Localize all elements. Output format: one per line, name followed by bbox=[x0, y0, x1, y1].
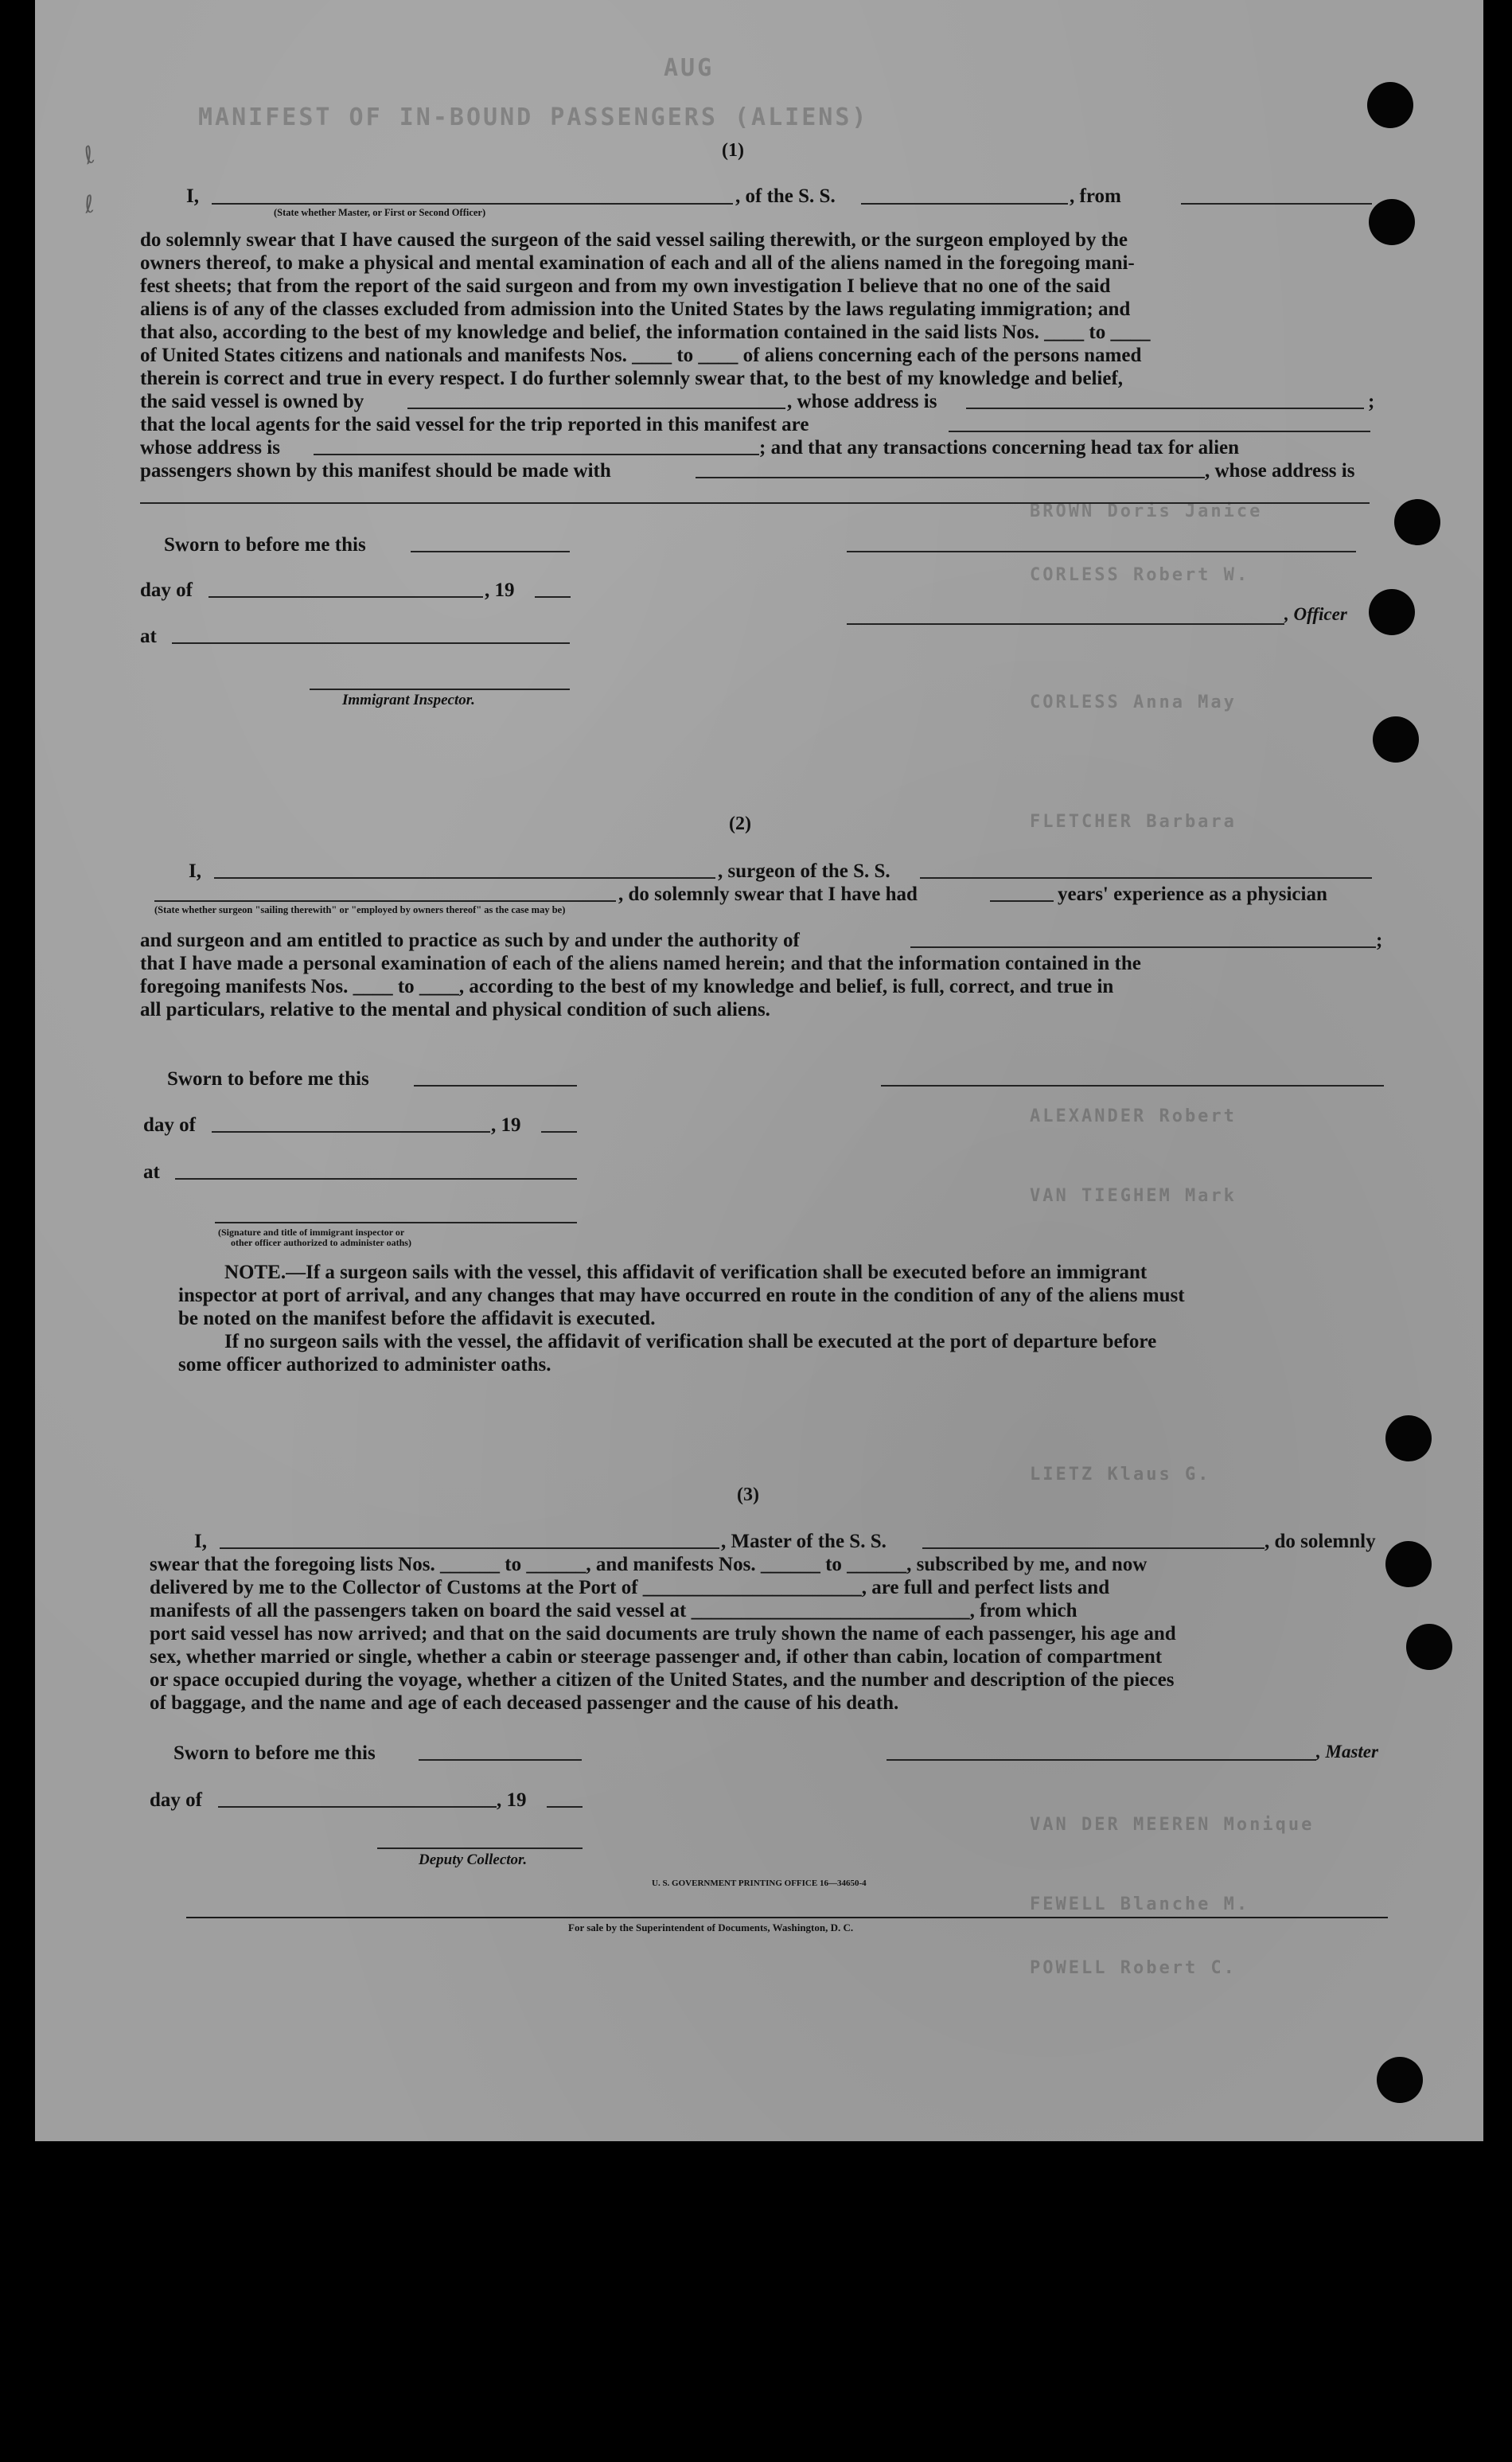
s2-at: at bbox=[143, 1161, 160, 1183]
s3-name-field[interactable] bbox=[220, 1547, 719, 1549]
s1-agent-address-label: whose address is bbox=[140, 437, 280, 458]
s1-i-label: I, bbox=[186, 185, 199, 207]
s2-at-field[interactable] bbox=[175, 1178, 577, 1180]
s3-body-line: or space occupied during the voyage, whether a citizen of the United States, and the number and description of the pieces bbox=[150, 1669, 1175, 1691]
s2-i-label: I, bbox=[189, 860, 201, 882]
s2-day-of: day of bbox=[143, 1114, 196, 1136]
s1-sworn: Sworn to before me this bbox=[164, 534, 366, 556]
s2-surgeon-signature-field[interactable] bbox=[881, 1085, 1384, 1087]
s2-swear: , do solemnly swear that I have had bbox=[618, 884, 918, 905]
ghost-row: LIETZ Klaus G. bbox=[1030, 1465, 1211, 1485]
s1-ship-field[interactable] bbox=[861, 203, 1068, 205]
manifest-page bbox=[35, 0, 1483, 2141]
s1-day-field[interactable] bbox=[208, 596, 483, 598]
stamp-line-2: MANIFEST OF IN-BOUND PASSENGERS (ALIENS) bbox=[198, 103, 869, 131]
s1-owner-field[interactable] bbox=[407, 408, 785, 409]
s3-body-line: swear that the foregoing lists Nos. ______ to ______, and manifests Nos. ______ to ______, subscribed by me, and now bbox=[150, 1554, 1148, 1575]
stamp-line-1: AUG bbox=[664, 54, 715, 82]
ghost-row: CORLESS Robert W. bbox=[1030, 565, 1250, 585]
s1-tax-party-field[interactable] bbox=[696, 477, 1205, 478]
s3-body-line: of baggage, and the name and age of each deceased passenger and the cause of his death. bbox=[150, 1692, 899, 1714]
s1-officer-signature-top[interactable] bbox=[847, 551, 1356, 552]
s1-passengers: passengers shown by this manifest should be made with bbox=[140, 460, 611, 482]
ghost-row: BROWN Doris Janice bbox=[1030, 501, 1263, 521]
s2-years-field[interactable] bbox=[990, 900, 1054, 902]
punch-hole bbox=[1367, 82, 1413, 128]
s2-semicolon: ; bbox=[1376, 930, 1383, 951]
s3-sworn: Sworn to before me this bbox=[173, 1742, 376, 1764]
s1-day-of: day of bbox=[140, 579, 193, 601]
s3-body-line: sex, whether married or single, whether a cabin or steerage passenger and, if other than cabin, location of compartment bbox=[150, 1646, 1163, 1668]
s1-local-agents: that the local agents for the said vessel for the trip reported in this manifest are bbox=[140, 414, 809, 435]
s2-sworn-field[interactable] bbox=[414, 1085, 577, 1087]
s2-body-line: that I have made a personal examination of each of the aliens named herein; and that the information contained in the bbox=[140, 953, 1141, 974]
s2-note-line3: be noted on the manifest before the affidavit is executed. bbox=[178, 1308, 656, 1329]
punch-hole bbox=[1385, 1541, 1432, 1587]
s1-whose-address-3: , whose address is bbox=[1205, 460, 1355, 482]
s1-body-line: aliens is of any of the classes excluded from admission into the United States by the laws regulating immigration; and bbox=[140, 298, 1131, 320]
ghost-row: POWELL Robert C. bbox=[1030, 1958, 1237, 1978]
s1-at-field[interactable] bbox=[172, 642, 570, 644]
s3-body-line: port said vessel has now arrived; and that on the said documents are truly shown the name of each passenger, his age and bbox=[150, 1623, 1176, 1645]
ghost-row: FLETCHER Barbara bbox=[1030, 812, 1237, 832]
ghost-row: FEWELL Blanche M. bbox=[1030, 1894, 1250, 1914]
s1-body-line: that also, according to the best of my knowledge and belief, the information contained in the said lists Nos. ____ to ____ bbox=[140, 322, 1151, 343]
ghost-row: ALEXANDER Robert bbox=[1030, 1106, 1237, 1126]
s1-officer-field[interactable] bbox=[212, 203, 733, 205]
s1-from-field[interactable] bbox=[1181, 203, 1372, 205]
s2-note-head: NOTE. bbox=[224, 1262, 286, 1283]
handwritten-mark: ℓ bbox=[80, 140, 99, 171]
s2-year: , 19 bbox=[491, 1114, 521, 1136]
gpo-imprint: U. S. GOVERNMENT PRINTING OFFICE 16—34650-4 bbox=[652, 1879, 867, 1888]
s2-name-field[interactable] bbox=[214, 877, 715, 879]
s3-sworn-field[interactable] bbox=[419, 1759, 582, 1761]
punch-hole bbox=[1394, 499, 1440, 545]
s3-i-label: I, bbox=[194, 1531, 207, 1552]
s1-officer-note: (State whether Master, or First or Second Officer) bbox=[274, 207, 486, 218]
s2-sworn: Sworn to before me this bbox=[167, 1068, 369, 1090]
punch-hole bbox=[1406, 1624, 1452, 1670]
s3-ship-field[interactable] bbox=[922, 1547, 1265, 1549]
s2-note-line2: inspector at port of arrival, and any changes that may have occurred en route in the condition of any of the aliens must bbox=[178, 1285, 1185, 1306]
s1-sworn-field[interactable] bbox=[411, 551, 570, 552]
punch-hole bbox=[1385, 1415, 1432, 1461]
section-3-number: (3) bbox=[737, 1485, 759, 1505]
s3-year-field[interactable] bbox=[547, 1806, 583, 1808]
s2-surgeon-of: , surgeon of the S. S. bbox=[718, 860, 890, 882]
s2-signature-field[interactable] bbox=[215, 1222, 577, 1223]
punch-hole bbox=[1377, 2057, 1423, 2103]
s1-semicolon: ; bbox=[1368, 391, 1375, 412]
s1-body-line: of United States citizens and nationals and manifests Nos. ____ to ____ of aliens concerning each of the persons named bbox=[140, 345, 1142, 366]
s2-note-body: —If a surgeon sails with the vessel, this affidavit of verification shall be executed before an immigrant bbox=[286, 1262, 1148, 1283]
s2-note-line4: If no surgeon sails with the vessel, the affidavit of verification shall be executed at the port of departure before bbox=[224, 1331, 1157, 1352]
s3-solemnly: , do solemnly bbox=[1265, 1531, 1376, 1552]
s3-master-of: , Master of the S. S. bbox=[721, 1531, 887, 1552]
s1-at: at bbox=[140, 626, 157, 647]
s1-year-field[interactable] bbox=[535, 596, 571, 598]
punch-hole bbox=[1369, 589, 1415, 635]
s1-agents-field[interactable] bbox=[949, 431, 1370, 432]
s1-owned-by: the said vessel is owned by bbox=[140, 391, 364, 412]
s2-body-line: foregoing manifests Nos. ____ to ____, according to the best of my knowledge and belief, is full, correct, and true in bbox=[140, 976, 1114, 997]
s2-ship-field[interactable] bbox=[920, 877, 1372, 879]
s1-whose-address: , whose address is bbox=[787, 391, 937, 412]
s1-body-line: do solemnly swear that I have caused the surgeon of the said vessel sailing therewith, or the surgeon employed by the bbox=[140, 229, 1128, 251]
s3-collector-signature-field[interactable] bbox=[377, 1847, 583, 1849]
s1-officer-signature-field[interactable] bbox=[847, 623, 1284, 625]
s1-tax-address-field[interactable] bbox=[140, 502, 1370, 504]
s2-signature-note-line2: other officer authorized to administer oaths) bbox=[231, 1237, 411, 1248]
section-2-number: (2) bbox=[729, 814, 751, 834]
ghost-row: CORLESS Anna May bbox=[1030, 693, 1237, 712]
ghost-row: VAN TIEGHEM Mark bbox=[1030, 1186, 1237, 1206]
s1-body-line: therein is correct and true in every respect. I do further solemnly swear that, to the best of my knowledge and belief, bbox=[140, 368, 1124, 389]
punch-hole bbox=[1373, 716, 1419, 763]
s3-day-field[interactable] bbox=[218, 1806, 497, 1808]
s1-owner-address-field[interactable] bbox=[966, 408, 1364, 409]
s1-agent-address-field[interactable] bbox=[314, 454, 759, 455]
s2-signature-note-line1: (Signature and title of immigrant inspector or bbox=[218, 1227, 405, 1238]
s1-inspector-label: Immigrant Inspector. bbox=[342, 692, 475, 708]
s2-status-field[interactable] bbox=[154, 900, 616, 902]
s1-year: , 19 bbox=[485, 579, 515, 601]
s2-day-field[interactable] bbox=[212, 1131, 490, 1133]
s2-body-line: all particulars, relative to the mental and physical condition of such aliens. bbox=[140, 999, 770, 1020]
s1-of-ss: , of the S. S. bbox=[735, 185, 836, 207]
punch-hole bbox=[1369, 199, 1415, 245]
s2-signature-note bbox=[218, 1227, 576, 1248]
s1-from: , from bbox=[1070, 185, 1121, 207]
s3-master-label: , Master bbox=[1316, 1742, 1378, 1762]
handwritten-mark: ℓ bbox=[82, 190, 97, 220]
s2-years: years' experience as a physician bbox=[1058, 884, 1327, 905]
s3-year: , 19 bbox=[497, 1789, 527, 1811]
s1-officer-label: , Officer bbox=[1284, 604, 1347, 624]
s3-day-of: day of bbox=[150, 1789, 202, 1811]
s2-note-line5: some officer authorized to administer oaths. bbox=[178, 1354, 551, 1375]
ghost-row: VAN DER MEEREN Monique bbox=[1030, 1815, 1315, 1835]
section-1-number: (1) bbox=[722, 140, 744, 161]
s1-body-line: fest sheets; that from the report of the said surgeon and from my own investigation I believe that no one of the said bbox=[140, 275, 1111, 297]
s2-authority-field[interactable] bbox=[910, 946, 1376, 948]
footer-sale: For sale by the Superintendent of Documents, Washington, D. C. bbox=[568, 1922, 854, 1933]
s3-body-line: manifests of all the passengers taken on board the said vessel at ____________________________, from which bbox=[150, 1600, 1077, 1621]
footer-rule bbox=[186, 1917, 1388, 1918]
s2-body-line: and surgeon and am entitled to practice as such by and under the authority of bbox=[140, 930, 800, 951]
s3-collector-label: Deputy Collector. bbox=[419, 1851, 528, 1868]
s1-inspector-signature-field[interactable] bbox=[310, 689, 570, 690]
s3-master-signature-field[interactable] bbox=[887, 1759, 1316, 1761]
s2-note-line1 bbox=[224, 1261, 1147, 1284]
s2-year-field[interactable] bbox=[541, 1131, 577, 1133]
s3-body-line: delivered by me to the Collector of Customs at the Port of ______________________, are full and perfect lists and bbox=[150, 1577, 1110, 1598]
s1-head-tax: ; and that any transactions concerning head tax for alien bbox=[759, 437, 1240, 458]
s1-body-line: owners thereof, to make a physical and mental examination of each and all of the aliens named in the foregoing mani- bbox=[140, 252, 1135, 274]
s2-surgeon-note: (State whether surgeon "sailing therewith" or "employed by owners thereof" as the case may be) bbox=[154, 904, 566, 915]
